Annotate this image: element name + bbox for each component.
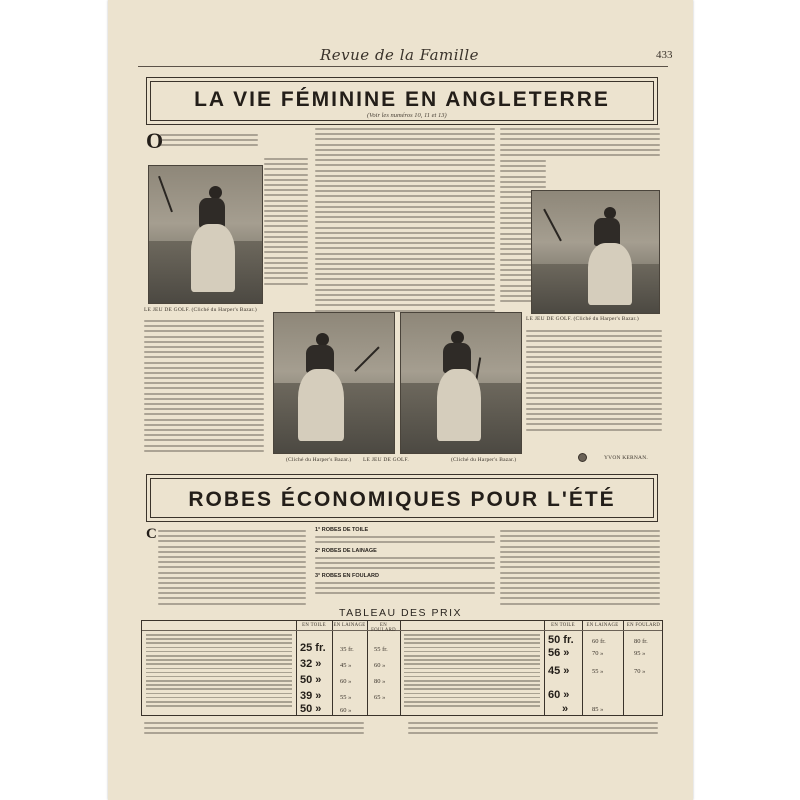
header-rule [138, 66, 668, 67]
price-row3-toile: 50 » [300, 674, 322, 686]
article1-col2-text [315, 128, 495, 315]
article2-col2-text-a [315, 536, 495, 546]
article2-title-frame [146, 474, 658, 522]
price-r-row3-foulard: 70 » [634, 668, 646, 675]
article2-col2-text-c [315, 582, 495, 598]
price-table [141, 620, 663, 716]
price-row1-toile: 25 fr. [300, 642, 326, 654]
price-r-row5-lainage: 85 » [592, 706, 604, 713]
golf-photo-center-left [273, 312, 395, 454]
price-row5-toile: 50 » [300, 703, 322, 715]
price-row3-lainage: 60 » [340, 678, 352, 685]
article1-col1-text [144, 320, 264, 455]
article1-intro-text [160, 134, 258, 150]
col-header-toile-right: EN TOILE [551, 623, 575, 628]
price-r-row2-foulard: 95 » [634, 650, 646, 657]
price-r-row2-toile: 56 » [548, 647, 570, 659]
price-row4-toile: 39 » [300, 690, 322, 702]
article1-signature: YVON KERNAN. [604, 455, 648, 461]
article2-col2-text-b [315, 557, 495, 573]
magazine-page [108, 0, 693, 800]
col-header-lainage-left: EN LAINAGE [333, 623, 366, 628]
caption-photo-credit-left: (Cliché du Harper's Bazar.) [286, 457, 352, 463]
article2-dropcap: C [146, 526, 157, 542]
caption-left: LE JEU DE GOLF. (Cliché du Harper's Bazar.) [144, 307, 257, 313]
price-row2-toile: 32 » [300, 658, 322, 670]
caption-right: LE JEU DE GOLF. (Cliché du Harper's Bazar.) [526, 316, 639, 322]
price-row5-lainage: 60 » [340, 707, 352, 714]
price-r-row1-foulard: 80 fr. [634, 638, 648, 645]
price-r-row4-toile: 60 » [548, 689, 570, 701]
price-r-row1-toile: 50 fr. [548, 634, 574, 646]
golf-photo-right [531, 190, 660, 314]
col-header-foulard-right: EN FOULARD [626, 623, 661, 628]
price-row2-lainage: 45 » [340, 662, 352, 669]
subhead-robes-lainage: 2° ROBES DE LAINAGE [315, 548, 377, 554]
caption-center: LE JEU DE GOLF. [363, 457, 409, 463]
golf-photo-center-right [400, 312, 522, 454]
price-r-row5-toile: » [562, 703, 569, 715]
article1-col3-lower-text [526, 330, 662, 434]
article1-title: LA VIE FÉMININE EN ANGLETERRE [194, 88, 610, 111]
right-descriptions [404, 634, 540, 709]
article2-col1-text [158, 530, 306, 608]
running-header-title: Revue de la Famille [320, 46, 480, 64]
footnote-left [144, 722, 364, 738]
price-row4-foulard: 65 » [374, 694, 386, 701]
price-row2-foulard: 60 » [374, 662, 386, 669]
article2-col3-text [500, 530, 660, 608]
page-number: 433 [656, 49, 673, 61]
article1-subtitle: (Voir les numéros 10, 11 et 13) [367, 112, 447, 119]
article2-title: ROBES ÉCONOMIQUES POUR L'ÉTÉ [188, 488, 616, 511]
subhead-robes-toile: 1° ROBES DE TOILE [315, 527, 369, 533]
col-header-lainage-right: EN LAINAGE [586, 623, 619, 628]
left-descriptions [146, 634, 292, 709]
golf-photo-left [148, 165, 263, 304]
article1-title-frame [146, 77, 658, 125]
caption-photo-credit-right: (Cliché du Harper's Bazar.) [451, 457, 517, 463]
article1-dropcap: O [146, 128, 164, 153]
price-row4-lainage: 55 » [340, 694, 352, 701]
article1-wrap-text-1 [264, 158, 308, 288]
col-header-toile-left: EN TOILE [302, 623, 326, 628]
col-header-foulard-left: EN FOULARD [371, 623, 396, 633]
footnote-right [408, 722, 658, 738]
price-r-row2-lainage: 70 » [592, 650, 604, 657]
price-row1-lainage: 35 fr. [340, 646, 354, 653]
price-r-row1-lainage: 60 fr. [592, 638, 606, 645]
ornament-icon [578, 453, 587, 462]
price-row3-foulard: 80 » [374, 678, 386, 685]
price-r-row3-lainage: 55 » [592, 668, 604, 675]
price-table-title: TABLEAU DES PRIX [338, 607, 462, 619]
article1-col3-text [500, 128, 660, 159]
price-r-row3-toile: 45 » [548, 665, 570, 677]
price-row1-foulard: 55 fr. [374, 646, 388, 653]
subhead-robes-foulard: 3° ROBES EN FOULARD [315, 573, 379, 579]
